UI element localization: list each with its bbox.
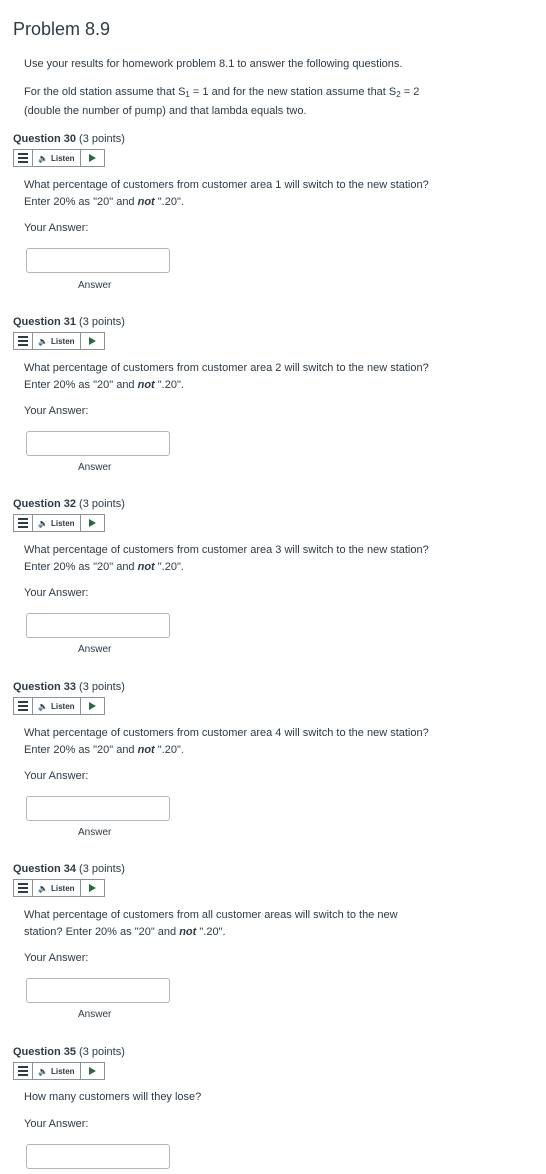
intro-assumptions bbox=[24, 84, 494, 120]
play-icon[interactable] bbox=[81, 154, 104, 162]
listen-button[interactable] bbox=[33, 333, 81, 349]
question-number: Question 32 bbox=[13, 498, 76, 510]
answer-sublabel: Answer bbox=[78, 644, 112, 655]
instruction: ".20". bbox=[154, 561, 184, 573]
speaker-icon: 🔈 bbox=[38, 518, 48, 528]
question-points: (3 points) bbox=[75, 316, 125, 328]
question-number: Question 33 bbox=[13, 681, 76, 693]
menu-icon[interactable] bbox=[14, 150, 33, 166]
listen-button[interactable] bbox=[33, 880, 81, 896]
speaker-icon: 🔈 bbox=[38, 883, 48, 893]
emphasis-not: not bbox=[179, 926, 197, 938]
question-points: (3 points) bbox=[75, 681, 125, 693]
your-answer-label: Your Answer: bbox=[24, 587, 89, 599]
question-points: (3 points) bbox=[75, 1046, 125, 1058]
menu-icon[interactable] bbox=[14, 333, 33, 349]
menu-icon[interactable] bbox=[14, 515, 33, 531]
question-number: Question 35 bbox=[13, 1046, 76, 1058]
listen-button[interactable] bbox=[33, 698, 81, 714]
question-text: How many customers will they lose? bbox=[24, 1091, 202, 1103]
intro-part: (double the number of pump) and that lambda equals two. bbox=[24, 105, 307, 117]
question-text bbox=[24, 907, 464, 941]
question-number: Question 31 bbox=[13, 316, 76, 328]
emphasis-not: not bbox=[137, 196, 155, 208]
question-text bbox=[24, 542, 464, 576]
menu-icon[interactable] bbox=[14, 1063, 33, 1079]
intro-text: Use your results for homework problem 8.1 to answer the following questions. bbox=[24, 58, 403, 70]
your-answer-label: Your Answer: bbox=[24, 952, 89, 964]
menu-icon[interactable] bbox=[14, 698, 33, 714]
instruction: ".20". bbox=[154, 196, 184, 208]
emphasis-not: not bbox=[137, 379, 155, 391]
listen-widget bbox=[13, 332, 105, 350]
question-line: What percentage of customers from customer area 2 will switch to the new station? bbox=[24, 362, 429, 374]
question-line: station? bbox=[24, 926, 66, 938]
listen-widget bbox=[13, 514, 105, 532]
question-line: What percentage of customers from customer area 3 will switch to the new station? bbox=[24, 544, 429, 556]
answer-input[interactable] bbox=[26, 1144, 170, 1169]
answer-input[interactable] bbox=[26, 978, 170, 1003]
speaker-icon: 🔈 bbox=[38, 701, 48, 711]
instruction: Enter 20% as "20" and bbox=[24, 561, 138, 573]
listen-label: Listen bbox=[50, 153, 75, 163]
listen-label: Listen bbox=[50, 518, 75, 528]
listen-label: Listen bbox=[50, 1066, 75, 1076]
question-number: Question 34 bbox=[13, 863, 76, 875]
question-line: What percentage of customers from all customer areas will switch to the new bbox=[24, 909, 398, 921]
answer-sublabel: Answer bbox=[78, 462, 112, 473]
instruction: Enter 20% as "20" and bbox=[24, 379, 138, 391]
menu-icon[interactable] bbox=[14, 880, 33, 896]
listen-label: Listen bbox=[50, 336, 75, 346]
answer-sublabel: Answer bbox=[78, 280, 112, 291]
listen-widget bbox=[13, 1062, 105, 1080]
question-line: What percentage of customers from customer area 4 will switch to the new station? bbox=[24, 727, 429, 739]
your-answer-label: Your Answer: bbox=[24, 1118, 89, 1130]
emphasis-not: not bbox=[137, 561, 155, 573]
subscript: 1 bbox=[185, 90, 190, 99]
question-points: (3 points) bbox=[75, 863, 125, 875]
listen-widget bbox=[13, 879, 105, 897]
listen-widget bbox=[13, 149, 105, 167]
answer-input[interactable] bbox=[26, 248, 170, 273]
instruction: Enter 20% as "20" and bbox=[65, 926, 180, 938]
question-text bbox=[24, 360, 464, 394]
speaker-icon: 🔈 bbox=[38, 336, 48, 346]
your-answer-label: Your Answer: bbox=[24, 405, 89, 417]
answer-sublabel: Answer bbox=[78, 827, 112, 838]
instruction: ".20". bbox=[196, 926, 226, 938]
question-heading bbox=[13, 1046, 125, 1058]
question-heading bbox=[13, 863, 125, 875]
intro-part: = 2 bbox=[400, 86, 420, 98]
instruction: Enter 20% as "20" and bbox=[24, 196, 138, 208]
question-heading bbox=[13, 133, 125, 145]
question-text bbox=[24, 725, 464, 759]
play-icon[interactable] bbox=[81, 1067, 104, 1075]
question-text bbox=[24, 177, 464, 211]
listen-widget bbox=[13, 697, 105, 715]
play-icon[interactable] bbox=[81, 702, 104, 710]
instruction: ".20". bbox=[154, 379, 184, 391]
answer-input[interactable] bbox=[26, 796, 170, 821]
play-icon[interactable] bbox=[81, 337, 104, 345]
subscript: 2 bbox=[396, 90, 401, 99]
question-heading bbox=[13, 316, 125, 328]
instruction: Enter 20% as "20" and bbox=[24, 744, 138, 756]
emphasis-not: not bbox=[137, 744, 155, 756]
answer-input[interactable] bbox=[26, 431, 170, 456]
listen-button[interactable] bbox=[33, 515, 81, 531]
answer-input[interactable] bbox=[26, 613, 170, 638]
play-icon[interactable] bbox=[81, 884, 104, 892]
your-answer-label: Your Answer: bbox=[24, 222, 89, 234]
speaker-icon: 🔈 bbox=[38, 153, 48, 163]
question-line: What percentage of customers from customer area 1 will switch to the new station? bbox=[24, 179, 429, 191]
intro-part: = 1 and for the new station assume that S bbox=[189, 86, 397, 98]
question-points: (3 points) bbox=[75, 498, 125, 510]
listen-label: Listen bbox=[50, 883, 75, 893]
listen-button[interactable] bbox=[33, 1063, 81, 1079]
page-title: Problem 8.9 bbox=[13, 19, 111, 39]
listen-button[interactable] bbox=[33, 150, 81, 166]
intro-part: For the old station assume that S bbox=[24, 86, 186, 98]
listen-label: Listen bbox=[50, 701, 75, 711]
speaker-icon: 🔈 bbox=[38, 1066, 48, 1076]
your-answer-label: Your Answer: bbox=[24, 770, 89, 782]
question-points: (3 points) bbox=[75, 133, 125, 145]
question-heading bbox=[13, 498, 125, 510]
play-icon[interactable] bbox=[81, 519, 104, 527]
question-heading bbox=[13, 681, 125, 693]
instruction: ".20". bbox=[154, 744, 184, 756]
answer-sublabel: Answer bbox=[78, 1009, 112, 1020]
question-number: Question 30 bbox=[13, 133, 76, 145]
